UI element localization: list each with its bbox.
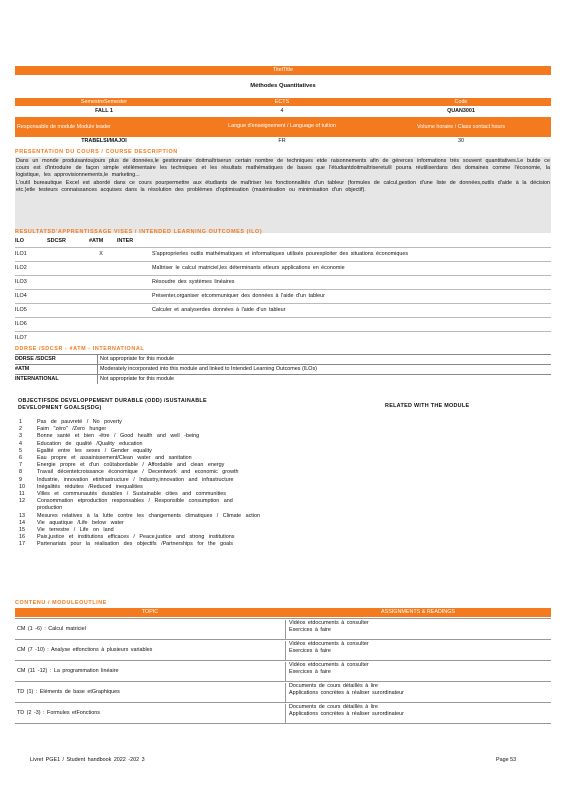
content-topic: TD (2 -3) : Formules etFonctions [17,709,100,716]
code-value: QUAN3001 [447,107,475,114]
sdg-number: 7 [19,462,22,469]
info2-header-row [15,117,551,137]
sdg-number: 12 [19,498,25,505]
sdg-number: 1 [19,419,22,425]
sdg-item [15,491,315,498]
ilo-mark [87,318,115,331]
assignment-line-2: Applications concrètes à réaliser surordinateur [289,710,404,717]
sdg-number: 5 [19,447,22,454]
description-p1: Dans un monde produisantoujours plus de données,le gestionnaire doitmaîtriserun certain nombre de techniques etde raisonnements afin de gérerces informations très souvent quantitatives.Le butde ce cours est d'introduire de façon simple etélémentaire les techniques et les résultats mathématiques de bases que l'étudiantdoitmaîtriseretu/il pourra réutiliserdans des domaines comme l'économie, la logistique, les approvisionnements,le marketing... [16,158,550,178]
assignment-line-1: Vidéos etdocuments à consulter [289,662,369,668]
hours-label: Volume horaire / Class contact hours [416,123,506,130]
assignment-line-1: Vidéos etdocuments à consulter [289,641,369,647]
ilo-mark [87,276,115,289]
legend-text: Not appropriate for this module [97,375,547,384]
ilo-text [150,332,550,345]
assignment-line-1: Documents de cours détaillés à lire [289,683,378,689]
legend-text: Moderately incorporated into this module and linked to Intended Learning Outcomes (ILOs) [97,365,547,374]
legend-row [15,364,551,374]
ilo-id: ILO2 [15,265,27,272]
sdg-number: 8 [19,469,22,476]
content-row [15,660,551,681]
ilo-id: ILO1 [15,251,27,258]
ilo-row [15,289,551,303]
sdg-item [15,455,315,462]
content-assignments [285,641,551,660]
sdg-text: Mesures relatives à la lutte contre les changements climatiques / Climate action [37,512,260,519]
language-value: FR [278,138,286,145]
sdg-number: 9 [19,476,22,483]
legend-key: INTERNATIONAL [15,376,59,383]
semester-label: SemestreSemester [80,98,128,105]
sdg-item [15,498,315,505]
content-topic: CM (7 -10) : Analyse etfonctions à plusieurs variables [17,646,153,653]
sdg-item [15,520,315,527]
sdg-text: Pas de pauvreté / No poverty [37,419,122,425]
responsible-label: Responsable de module Module leader [17,123,111,130]
footer-left: Livret PGE1 / Student handbook 2022 -202 3 [30,757,145,763]
ilo-col-ilo: ILO [15,238,24,245]
content-table-bottom-rule [15,723,551,724]
course-title-row [15,76,551,97]
sdg-text: Faim "zéro" /Zero hunger [37,426,107,433]
content-assignments [285,620,551,639]
sdg-text: Education de qualité /Quality education [37,440,143,447]
assignment-line-2: Applications concrètes à réaliser surordinateur [289,689,404,696]
presentation-heading-text: PRESENTATION DU COURS / COURSE DESCRIPTION [15,148,178,155]
code-label: Code [454,98,468,105]
sdg-text: Vie terrestre / Life on land [37,527,114,533]
sdg-text: Egalité entre les sexes / Gender equality [37,447,152,454]
assignment-line-2: Exercices à faire [289,626,331,633]
info-values-row [15,106,551,116]
assign-col-header: ASSIGNMENTS & READINGS [381,609,455,616]
content-assignments [285,704,551,723]
sdg-item [15,448,315,455]
sdg-item [15,484,315,491]
sdg-number: 3 [19,433,22,440]
sdg-number: 10 [19,483,25,490]
sdg-text: production [37,505,63,512]
ilo-mark [87,304,115,317]
legend-text: Not appropriate for this module [97,355,547,364]
ilo-row [15,275,551,289]
ilo-id: ILO4 [15,293,27,300]
assignment-line-1: Vidéos etdocuments à consulter [289,620,369,626]
content-assignments [285,683,551,702]
ilo-row [15,303,551,317]
ilo-mark [87,332,115,345]
sdg-heading-2: DEVELOPMENT GOALS(SDG) [18,405,102,411]
sdg-text: Bonne santé et bien -être / Good health and well -being [37,433,200,440]
sdg-item [15,469,315,476]
sdg-number: 2 [19,426,22,433]
legend-heading-text: DDRSE /SDCSR - #ATM - INTERNATIONAL [15,345,145,352]
sdg-text: Paix,justice et institutions efficaces / Peace,justice and strong institutions [37,534,235,541]
ilo-heading-text: RESULTATSD'APPRENTISSAGE VISES / INTENDED LEARNING OUTCOMES (ILO) [15,228,263,235]
sdg-item [15,426,315,433]
ilo-id: ILO3 [15,279,27,286]
sdg-text: Eau propre et assainissement/Clean water and sanitation [37,455,192,461]
ilo-mark: X [99,251,103,258]
ilo-mark [87,262,115,275]
assignment-line-2: Exercices à faire [289,647,331,654]
ilo-col-atm: #ATM [89,238,104,245]
legend-row [15,374,551,384]
sdg-number: 11 [19,491,25,497]
topic-col-header: TOPIC [141,609,159,616]
legend-key: #ATM [15,366,30,373]
ilo-col-inter: INTER [117,238,134,245]
sdg-text: Partenariats pour la réalisation des objectifs /Partnerships for the goals [37,541,233,548]
sdg-text: Villes et communautés durables / Sustainable cities and communities [37,491,226,497]
assignment-line-1: Documents de cours détaillés à lire [289,704,378,710]
ects-value: 4 [280,107,284,114]
sdg-number: 6 [19,455,22,461]
footer-page-number: Page 53 [496,757,517,763]
sdg-text: Energie propre et d'un coûtabordable / Affordable and clean energy [37,462,225,469]
legend-row [15,354,551,364]
ilo-id: ILO5 [15,307,27,314]
ilo-row [15,331,551,345]
language-label: Langue d'enseignement / Language of tuition [228,123,336,130]
sdg-related-label: RELATED WITH THE MODULE [385,403,470,409]
info-header-row [15,98,551,106]
presentation-heading [15,148,551,156]
responsible-value: TRABELSI/MAJOI [81,138,127,145]
sdg-item [15,527,315,534]
sdg-item [15,505,315,512]
ilo-text: Présenter,organiser etcommuniquer des données à l'aide d'un tableur [152,293,325,300]
sdg-item [15,441,315,448]
ilo-id: ILO7 [15,335,27,342]
legend-heading [15,345,551,353]
sdg-number: 17 [19,541,25,548]
sdg-number: 14 [19,519,25,526]
sdg-item [15,541,315,548]
ilo-text [150,318,550,331]
semester-value: FALL 1 [95,107,113,114]
content-heading-text: CONTENU / MODULEOUTLINE [15,599,107,606]
title-label: TitelTitle [273,67,293,74]
ilo-row [15,317,551,331]
sdg-item [15,419,315,426]
info2-values-row [15,137,551,146]
ilo-text: Maîtriser le calcul matriciel,les déterminants etleurs applications en économie [152,265,345,272]
ilo-text: Résoudre des systèmes linéaires [152,279,235,286]
sdg-number: 13 [19,512,25,519]
content-row [15,639,551,660]
ilo-text: S'approprierles outils mathématiques et informatiques utilisés pourexploiter des situations économiques [152,251,409,258]
ilo-text: Calculer et analyserdes données à l'aide d'un tableur [152,307,286,314]
sdg-text: Inégalités réduites /Reduced inequalities [37,483,143,490]
sdg-heading-1: OBJECTIFSDE DEVELOPPEMENT DURABLE (ODD) /SUSTAINABLE [18,398,207,404]
content-heading [15,599,551,607]
description-p2: L'outil bureautique Excel est abordé dans ce cours pourpermettre aux étudiants de maîtriser les fonctionnalités d'un tableur (formules de calcul,gestion d'une liste de données,outils d'aide à la décision etc.)etle testeurs connaissances acquises dans la résolution des problèmes d'optimisation (maximisation ou minimisation d'un objectif). [16,180,550,193]
ilo-mark [87,290,115,303]
legend-key: DDRSE /SDCSR [15,356,56,363]
assignment-line-2: Exercices à faire [289,668,331,675]
ilo-row [15,247,551,261]
hours-value: 30 [458,138,464,145]
sdg-text: Consommation etproduction responsables / Responsible consumption and [37,498,233,505]
sdg-text: Vie aquatique /Life below water [37,519,124,526]
ilo-col-sdcsr: SDCSR [47,238,66,245]
sdg-number: 16 [19,534,25,541]
sdg-item [15,513,315,520]
sdg-item [15,433,315,440]
title-label-row [15,66,551,75]
content-topic: TD (1) : Eléments de base etGraphiques [17,688,120,695]
ilo-heading [15,228,551,236]
sdg-number: 4 [19,440,22,447]
content-assignments [285,662,551,681]
content-row [15,702,551,723]
content-row [15,618,551,639]
sdg-item [15,534,315,541]
ilo-id: ILO6 [15,321,27,328]
sdg-item [15,462,315,469]
course-title: Méthodes Quantitatives [250,82,316,89]
sdg-text: Travail décentetcroissance économique / Decentwork and economic growth [37,469,239,476]
content-topic: CM (11 -12) : La programmation linéaire [17,667,119,674]
sdg-number: 15 [19,527,25,533]
sdg-item [15,477,315,484]
course-description [15,157,551,233]
ects-label: ECTS [274,98,290,105]
ilo-row [15,261,551,275]
ilo-header-row [15,237,551,246]
content-row [15,681,551,702]
sdg-text: Industrie, innovation etinfrastructure / Industry,innovation and infrastructure [37,476,234,483]
content-header-row [15,608,551,617]
content-topic: CM (1 -6) : Calcul matriciel [17,625,86,632]
